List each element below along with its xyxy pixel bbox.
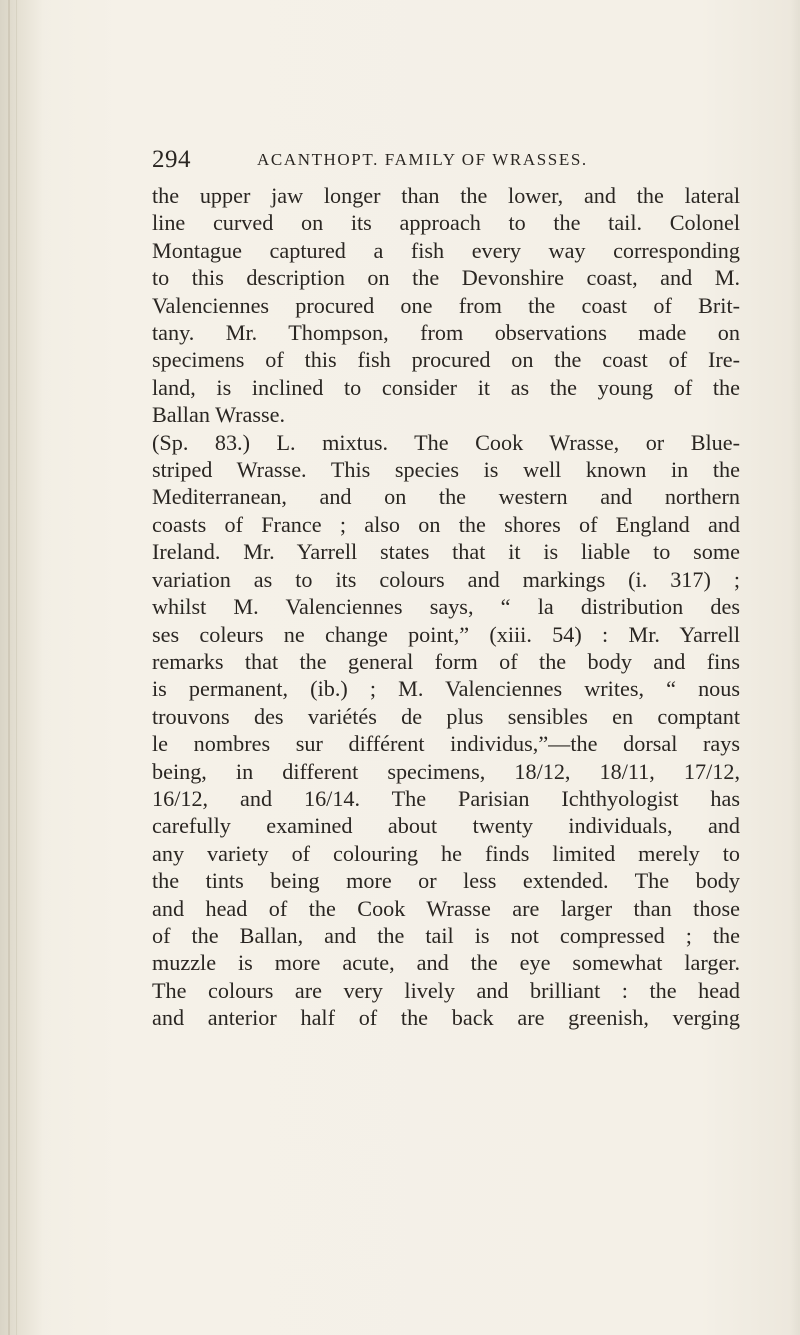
- text-line: and head of the Cook Wrasse are larger than those: [152, 895, 740, 921]
- page-number: 294: [152, 146, 191, 173]
- text-line: any variety of colouring he finds limited merely to: [152, 840, 740, 866]
- text-line: remarks that the general form of the body and fins: [152, 648, 740, 674]
- text-line: Montague captured a fish every way corresponding: [152, 237, 740, 263]
- text-line: and anterior half of the back are greenish, verging: [152, 1005, 740, 1031]
- text-line: coasts of France ; also on the shores of England and: [152, 511, 740, 537]
- text-line: striped Wrasse. This species is well known in the: [152, 457, 740, 483]
- text-line: of the Ballan, and the tail is not compressed ; the: [152, 922, 740, 948]
- text-line: to this description on the Devonshire coast, and M.: [152, 265, 740, 291]
- text-line: The colours are very lively and brilliant : the head: [152, 977, 740, 1003]
- text-line: Ireland. Mr. Yarrell states that it is liable to some: [152, 539, 740, 565]
- text-line: ses coleurs ne change point,” (xiii. 54) : Mr. Yarrell: [152, 621, 740, 647]
- text-line: carefully examined about twenty individuals, and: [152, 813, 740, 839]
- text-line: Ballan Wrasse.: [152, 402, 286, 428]
- text-line: Valenciennes procured one from the coast of Brit-: [152, 292, 740, 318]
- text-line: whilst M. Valenciennes says, “ la distribution des: [152, 594, 740, 620]
- text-line: muzzle is more acute, and the eye somewhat larger.: [152, 950, 740, 976]
- text-line: is permanent, (ib.) ; M. Valenciennes writes, “ nous: [152, 676, 740, 702]
- spine-fold-line-secondary: [16, 0, 17, 1335]
- text-line: the tints being more or less extended. The body: [152, 868, 740, 894]
- text-line: le nombres sur différent individus,”—the dorsal rays: [152, 731, 740, 757]
- page-edge-shadow: [790, 0, 800, 1335]
- text-line: land, is inclined to consider it as the young of the: [152, 374, 740, 400]
- text-line: specimens of this fish procured on the coast of Ire-: [152, 347, 740, 373]
- page-header: [152, 148, 742, 176]
- text-line: being, in different specimens, 18/12, 18/11, 17/12,: [152, 758, 740, 784]
- text-line: line curved on its approach to the tail. Colonel: [152, 210, 740, 236]
- text-line: 16/12, and 16/14. The Parisian Ichthyologist has: [152, 785, 740, 811]
- text-line: trouvons des variétés de plus sensibles en comptant: [152, 703, 740, 729]
- text-line: the upper jaw longer than the lower, and the lateral: [152, 183, 740, 208]
- spine-fold-line: [8, 0, 10, 1335]
- text-line: variation as to its colours and markings (i. 317) ;: [152, 566, 740, 592]
- running-title: ACANTHOPT. FAMILY OF WRASSES.: [257, 150, 588, 169]
- book-spine-shadow: [0, 0, 44, 1335]
- body-text: [152, 182, 740, 1032]
- text-line: (Sp. 83.) L. mixtus. The Cook Wrasse, or Blue-: [152, 429, 740, 455]
- text-line: Mediterranean, and on the western and northern: [152, 484, 740, 510]
- text-line: tany. Mr. Thompson, from observations made on: [152, 320, 740, 346]
